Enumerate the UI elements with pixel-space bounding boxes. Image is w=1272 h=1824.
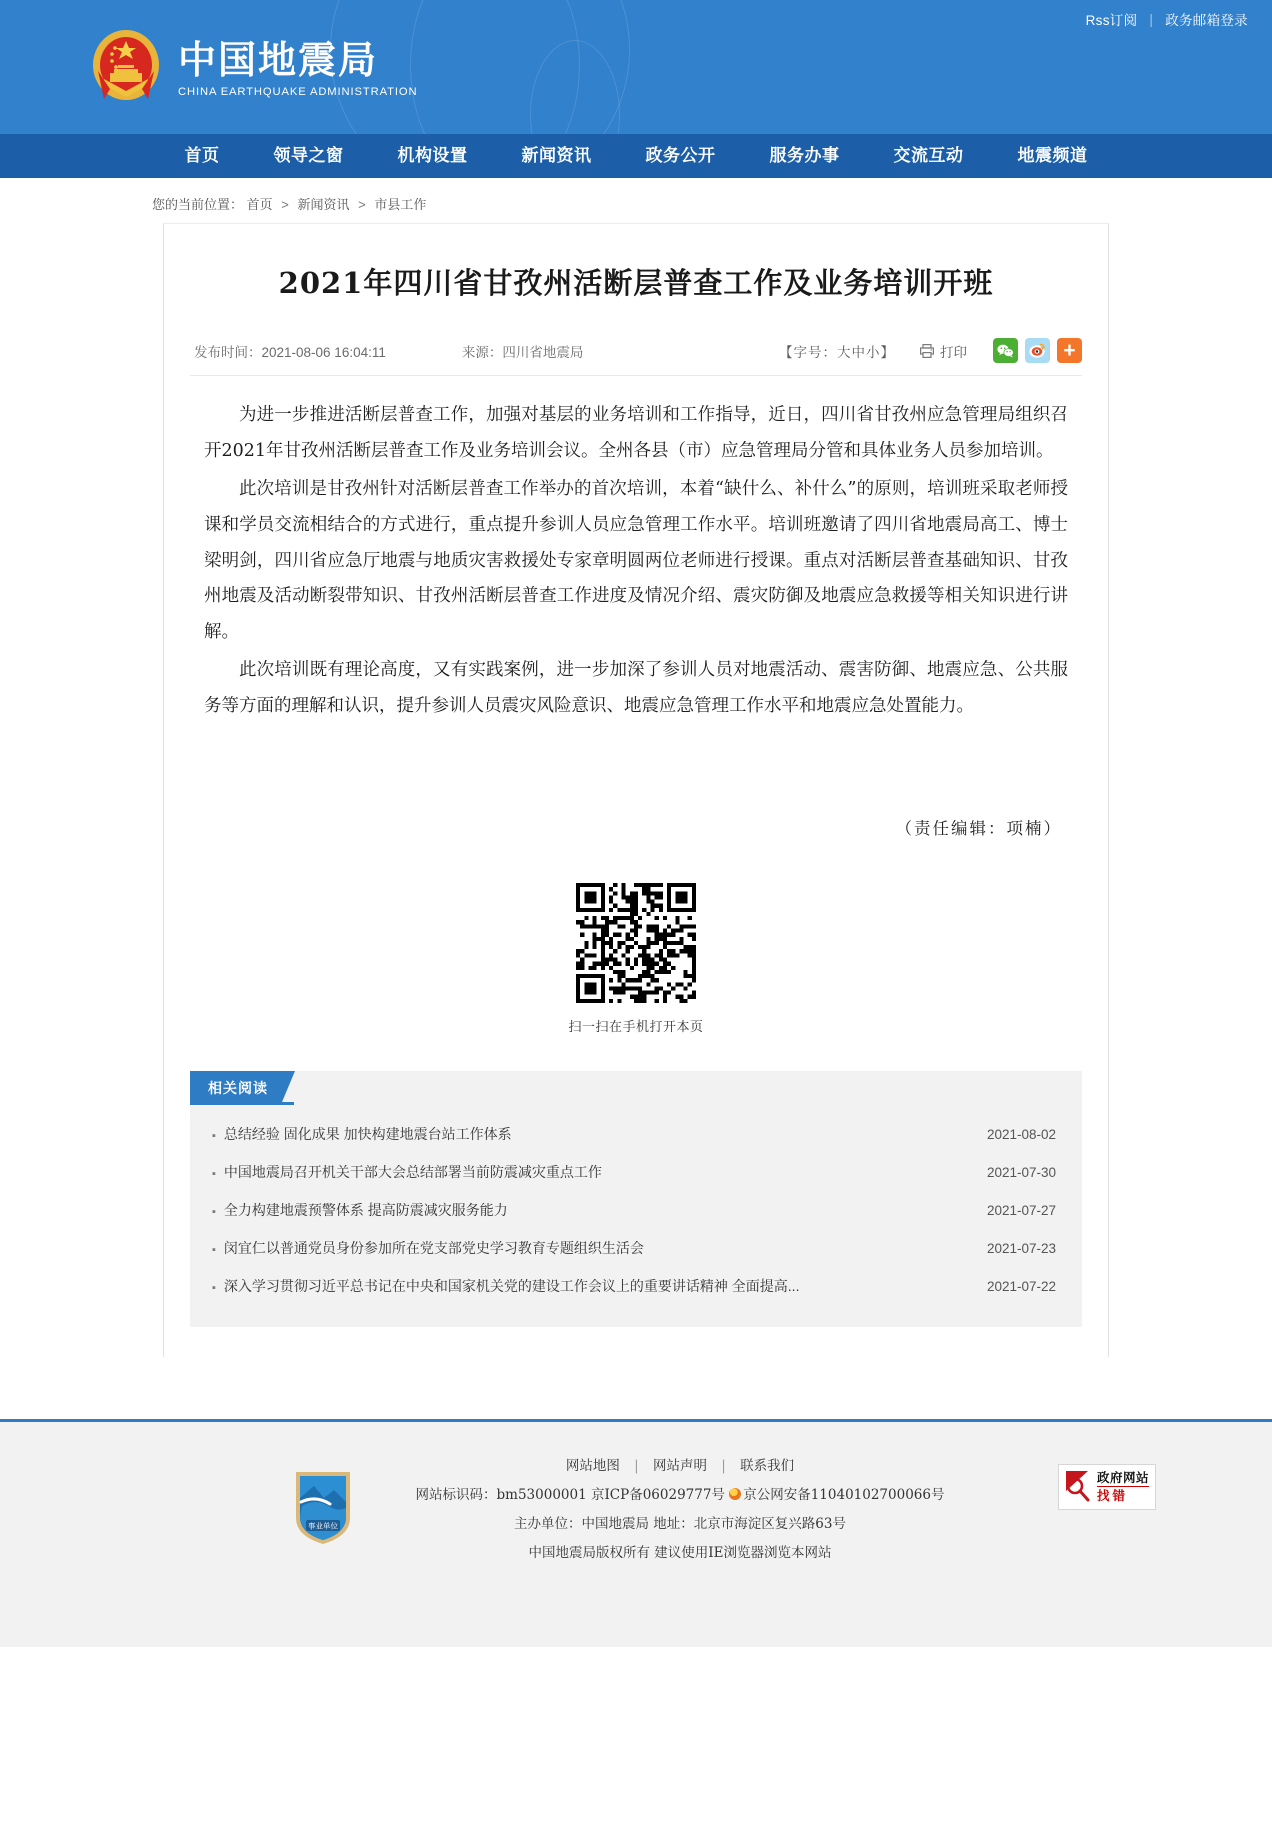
footer-text-block (380, 1452, 980, 1568)
site-footer (0, 1419, 1272, 1647)
list-item[interactable] (212, 1115, 1056, 1153)
list-item[interactable] (212, 1267, 1056, 1305)
nav-item-organization[interactable]: 机构设置 (397, 146, 468, 166)
brand-title-en: CHINA EARTHQUAKE ADMINISTRATION (178, 85, 418, 98)
gov-badge-line1: 政府网站 (1097, 1469, 1150, 1485)
print-button[interactable] (919, 341, 967, 361)
footer-link-statement[interactable]: 网站声明 (653, 1457, 707, 1474)
top-links-separator: | (1149, 11, 1154, 27)
related-item-title[interactable]: 深入学习贯彻习近平总书记在中央和国家机关党的建设工作会议上的重要讲话精神 全面提高... (223, 1277, 800, 1294)
article-body (164, 376, 1108, 725)
footer-organizer: 主办单位：中国地震局 地址：北京市海淀区复兴路63号 (514, 1515, 846, 1532)
related-item-date: 2021-07-23 (986, 1240, 1056, 1256)
footer-police-record[interactable]: 京公网安备11040102700066号 (743, 1486, 945, 1503)
breadcrumb-item-news[interactable]: 新闻资讯 (297, 197, 350, 212)
wechat-share-icon[interactable] (993, 338, 1018, 363)
list-item[interactable] (212, 1229, 1056, 1267)
gov-badge-divider (1097, 1486, 1149, 1487)
footer-site-code: 网站标识码：bm53000001 京ICP备06029777号 (415, 1486, 725, 1503)
footer-link-sitemap[interactable]: 网站地图 (565, 1457, 620, 1474)
related-reading-tab: 相关阅读 (190, 1071, 294, 1105)
printer-icon (919, 343, 935, 359)
brand-text (178, 38, 417, 98)
rss-link[interactable]: Rss订阅 (1085, 13, 1138, 28)
gov-website-error-report-badge[interactable] (1058, 1464, 1156, 1510)
footer-link-separator: | (721, 1457, 726, 1474)
nav-item-services[interactable]: 服务办事 (769, 146, 840, 166)
article-tools (779, 338, 1082, 363)
article-card (163, 223, 1109, 1357)
related-reading-list (190, 1115, 1082, 1305)
article-source: 来源：四川省地震局 (461, 344, 584, 360)
print-label: 打印 (940, 344, 967, 360)
decorative-circle (410, 0, 580, 134)
related-item-date: 2021-07-27 (986, 1202, 1056, 1218)
decorative-circle (530, 40, 620, 134)
header-top-links (1086, 9, 1248, 29)
article-paragraph: 此次培训是甘孜州针对活断层普查工作举办的首次培训，本着“缺什么、补什么”的原则，培训班采取老师授课和学员交流相结合的方式进行，重点提升参训人员应急管理工作水平。培训班邀请了四川省地震局高工、博士梁明剑，四川省应急厅地震与地质灾害救援处专家章明圆两位老师进行授课。重点对活断层普查基础知识、甘孜州地震及活动断裂带知识、甘孜州活断层普查工作进度及情况介绍、震灾防御及地震应急救援等相关知识进行讲解。 (204, 478, 1068, 643)
article-meta-bar (190, 338, 1082, 376)
article-paragraph: 此次培训既有理论高度，又有实践案例，进一步加深了参训人员对地震活动、震害防御、地震应急、公共服务等方面的理解和认识，提升参训人员震灾风险意识、地震应急管理工作水平和地震应急处置能力。 (204, 660, 1068, 717)
related-item-date: 2021-08-02 (986, 1126, 1056, 1142)
list-item[interactable] (212, 1191, 1056, 1229)
share-buttons (993, 338, 1082, 363)
breadcrumb (136, 178, 1136, 223)
article-paragraph: 为进一步推进活断层普查工作，加强对基层的业务培训和工作指导，近日，四川省甘孜州应急管理局组织召开2021年甘孜州活断层普查工作及业务培训会议。全州各县（市）应急管理局分管和具体业务人员参加培训。 (204, 405, 1068, 461)
related-reading-section (190, 1071, 1082, 1327)
weibo-share-icon[interactable] (1025, 338, 1050, 363)
bullet-icon: ▪ (212, 1129, 216, 1142)
bullet-icon: ▪ (212, 1167, 216, 1180)
footer-links (380, 1452, 980, 1481)
more-share-icon[interactable]: + (1057, 338, 1082, 363)
bullet-icon: ▪ (212, 1205, 216, 1218)
related-item-title[interactable]: 中国地震局召开机关干部大会总结部署当前防震减灾重点工作 (223, 1163, 602, 1180)
bullet-icon: ▪ (212, 1243, 216, 1256)
bullet-icon: ▪ (212, 1281, 216, 1294)
nav-item-news[interactable]: 新闻资讯 (521, 146, 592, 166)
footer-link-contact[interactable]: 联系我们 (740, 1457, 795, 1474)
breadcrumb-separator: > (358, 197, 366, 212)
related-item-title[interactable]: 全力构建地震预警体系 提高防震减灾服务能力 (223, 1201, 508, 1218)
list-item[interactable] (212, 1153, 1056, 1191)
main-nav (0, 134, 1272, 178)
font-size-control[interactable]: 【字号：大中小】 (779, 344, 895, 360)
nav-item-government-affairs[interactable]: 政务公开 (645, 146, 716, 166)
responsible-editor: （责任编辑：项楠） (895, 818, 1062, 838)
qr-code-image (576, 883, 696, 1003)
police-badge-icon (729, 1488, 741, 1500)
footer-copyright: 中国地震局版权所有 建议使用IE浏览器浏览本网站 (528, 1544, 832, 1561)
site-logo[interactable] (88, 27, 417, 109)
nav-item-earthquake-channel[interactable]: 地震频道 (1017, 146, 1088, 166)
publish-time: 发布时间：2021-08-06 16:04:11 (194, 344, 386, 360)
related-item-date: 2021-07-22 (986, 1278, 1056, 1294)
breadcrumb-item-city-county-work[interactable]: 市县工作 (374, 197, 427, 212)
page-title: 2021年四川省甘孜州活断层普查工作及业务培训开班 (278, 266, 994, 300)
nav-item-home[interactable]: 首页 (184, 146, 220, 166)
national-emblem-icon (88, 27, 164, 109)
brand-title-cn: 中国地震局 (178, 38, 379, 83)
footer-link-separator: | (634, 1457, 639, 1474)
public-institution-shield-icon (292, 1468, 354, 1546)
breadcrumb-separator: > (281, 197, 289, 212)
qr-section (164, 883, 1108, 1035)
site-header (0, 0, 1272, 134)
footer-site-code-line (380, 1481, 980, 1510)
footer-spacer (0, 1357, 1272, 1419)
related-item-title[interactable]: 总结经验 固化成果 加快构建地震台站工作体系 (223, 1125, 512, 1142)
related-item-date: 2021-07-30 (986, 1164, 1056, 1180)
breadcrumb-prefix: 您的当前位置： (152, 197, 244, 212)
breadcrumb-item-home[interactable]: 首页 (246, 197, 273, 212)
magnifier-icon (1064, 1469, 1094, 1505)
svg-text:事业单位: 事业单位 (308, 1521, 338, 1531)
nav-item-leaders[interactable]: 领导之窗 (273, 146, 344, 166)
related-item-title[interactable]: 闵宜仁以普通党员身份参加所在党支部党史学习教育专题组织生活会 (223, 1239, 644, 1256)
gov-badge-line2: 找错 (1097, 1488, 1129, 1504)
qr-caption: 扫一扫在手机打开本页 (568, 1018, 704, 1034)
mail-login-link[interactable]: 政务邮箱登录 (1165, 13, 1248, 28)
nav-item-interaction[interactable]: 交流互动 (893, 146, 964, 166)
